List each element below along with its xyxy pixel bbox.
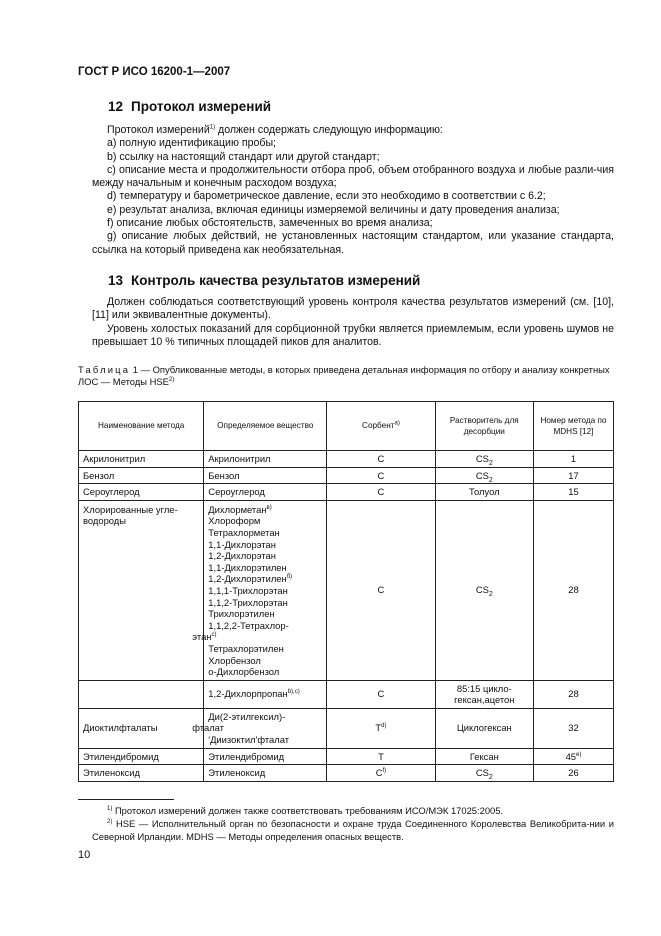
section-12-number: 12: [108, 99, 124, 114]
substance-item: этан$^{с)}$: [192, 631, 217, 643]
header-solvent: Растворитель для десорбции: [435, 402, 533, 451]
method-name-cell: Бензол: [79, 467, 204, 484]
list-item: g) описание любых действий, не установленных настоящим стандартом, или указание стандарта, ссылка на который приведена как необязательная.: [92, 230, 614, 256]
method-name-cell: Диоктилфталаты: [79, 708, 204, 748]
solvent-cell: 85:15 цикло-гексан,ацетон: [435, 680, 533, 708]
header-sorbent: Сорбент$^{а)}$: [327, 402, 435, 451]
substance-item: Тетрахлорметан: [208, 526, 280, 538]
substance-item: Трихлорэтилен: [208, 608, 275, 620]
substance-item: Хлорбензол: [208, 654, 261, 666]
footnote-1: $^{1)}$ Протокол измерений должен также соответствовать требованиям ИСО/МЭК 17025:2005.: [107, 805, 504, 816]
substance-item: Тетрахлорэтилен: [208, 642, 284, 654]
method-name-cell: Этиленоксид: [79, 765, 204, 782]
method-name-cell: Акрилонитрил: [79, 451, 204, 468]
section-12-title: Протокол измерений: [131, 99, 272, 114]
substance-cell: Акрилонитрил: [204, 451, 327, 468]
substance-item: 1,2-Дихлорэтан: [208, 550, 276, 562]
footnotes: [92, 804, 614, 843]
document-header: ГОСТ Р ИСО 16200-1—2007: [78, 66, 231, 78]
mdhs-cell: 15: [533, 484, 613, 501]
substance-item: 1,1-Дихлорэтан: [208, 538, 276, 550]
sorbent-cell: С: [327, 484, 435, 501]
header-mdhs: Номер метода по MDHS [12]: [533, 402, 613, 451]
substance-item: 1,1,2,2-Тетрахлор-: [208, 619, 289, 631]
mdhs-cell: 28: [533, 500, 613, 680]
mdhs-cell: 32: [533, 708, 613, 748]
substance-item: о-Дихлорбензол: [208, 666, 280, 678]
substance-cell: 1,2-Дихлорпропан$^{b),c)}$: [204, 680, 327, 708]
solvent-cell: $CS_2$: [435, 467, 533, 484]
footnote-2: $^{2)}$ HSE — Исполнительный орган по безопасности и охране труда Соединенного Королевства Великобрита-нии и Северной Ирландии. MDHS — Методы определения опасных веществ.: [92, 818, 614, 842]
sorbent-cell: Т: [327, 748, 435, 765]
mdhs-cell: $45^{е)}$: [533, 748, 613, 765]
table-row: [79, 484, 614, 501]
substance-cell: Сероуглерод: [204, 484, 327, 501]
solvent-cell: $CS_2$: [435, 500, 533, 680]
substance-item: Хлороформ: [208, 515, 261, 527]
section-12-body: [92, 124, 614, 257]
substance-list-cell: [192, 500, 327, 680]
table-row: [79, 748, 614, 765]
section-13-number: 13: [108, 273, 124, 288]
paragraph: Должен соблюдаться соответствующий уровень контроля качества результатов измерений (см. [10], [11] или эквивалентные документы).: [92, 296, 614, 322]
method-name-cell: Сероуглерод: [79, 484, 204, 501]
list-item: c) описание места и продолжительности отбора проб, объем отобранного воздуха и любые разли-чия между начальным и конечным расходом воздуха;: [92, 163, 614, 190]
substance-item: Дихлорметан$^{в)}$: [208, 503, 272, 515]
table-row: [79, 467, 614, 484]
section-13-heading: [108, 273, 420, 288]
solvent-cell: Гексан: [435, 748, 533, 765]
method-name-cell: Хлорированные угле-водороды: [79, 500, 204, 680]
sorbent-cell: С: [327, 680, 435, 708]
sorbent-cell: $С^{f)}$: [327, 765, 435, 782]
solvent-cell: $CS_2$: [435, 765, 533, 782]
substance-item: 1,1,2-Трихлорэтан: [208, 596, 288, 608]
table-row: [79, 765, 614, 782]
substance-item: 1,1,1-Трихлорэтан: [208, 584, 288, 596]
solvent-cell: Циклогексан: [435, 708, 533, 748]
table-caption: Таблица 1 — Опубликованные методы, в которых приведена детальная информация по отбору и анализу конкретных ЛОС — Методы HSE$^{2)}$: [78, 364, 610, 388]
table-row: [79, 708, 614, 748]
table-caption-label: Таблица: [78, 364, 131, 375]
substance-cell: Этиленоксид: [204, 765, 327, 782]
table-row: [79, 500, 614, 680]
footnote-divider: [78, 799, 174, 800]
list-item: e) результат анализа, включая единицы измеряемой величины и дату проведения анализа;: [107, 203, 560, 216]
substance-cell: Этилендибромид: [204, 748, 327, 765]
section-12-intro: Протокол измерений$^{1)}$ должен содержать следующую информацию:: [107, 124, 443, 136]
mdhs-cell: 1: [533, 451, 613, 468]
mdhs-cell: 26: [533, 765, 613, 782]
list-item: f) описание любых обстоятельств, замеченных во время анализа;: [107, 217, 433, 230]
substance-cell: Бензол: [204, 467, 327, 484]
substance-item: 1,1-Дихлорэтилен: [208, 561, 287, 573]
sorbent-cell: С: [327, 451, 435, 468]
mdhs-cell: 28: [533, 680, 613, 708]
sorbent-cell: С: [327, 500, 435, 680]
list-item: d) температуру и барометрическое давление, если это необходимо в соответствии с 6.2;: [107, 190, 546, 203]
header-method-name: Наименование метода: [79, 402, 204, 451]
sorbent-cell: $Т^{d)}$: [327, 708, 435, 748]
solvent-cell: Толуол: [435, 484, 533, 501]
method-name-cell: Этилендибромид: [79, 748, 204, 765]
method-name-cell: [79, 680, 204, 708]
table-row: [79, 451, 614, 468]
table-header-row: [79, 402, 614, 451]
table-row: [79, 680, 614, 708]
paragraph: Уровень холостых показаний для сорбционной трубки является приемлемым, если уровень шумов не превышает 10 % типичных площадей пиков для аналитов.: [92, 322, 614, 348]
sorbent-cell: С: [327, 467, 435, 484]
solvent-cell: $CS_2$: [435, 451, 533, 468]
methods-table: [78, 401, 614, 782]
page-number: 10: [78, 849, 91, 861]
substance-item: 1,2-Дихлорэтилен$^{б)}$: [208, 573, 293, 585]
header-substance: Определяемое вещество: [204, 402, 327, 451]
substance-cell: Ди(2-этилгексил)- фталат 'Диизоктил'фталат: [204, 708, 327, 748]
section-12-heading: [108, 99, 271, 114]
list-item: a) полную идентификацию пробы;: [107, 137, 276, 150]
list-item: b) ссылку на настоящий стандарт или другой стандарт;: [107, 150, 380, 163]
section-13-body: [92, 296, 614, 349]
mdhs-cell: 17: [533, 467, 613, 484]
section-13-title: Контроль качества результатов измерений: [131, 273, 421, 288]
